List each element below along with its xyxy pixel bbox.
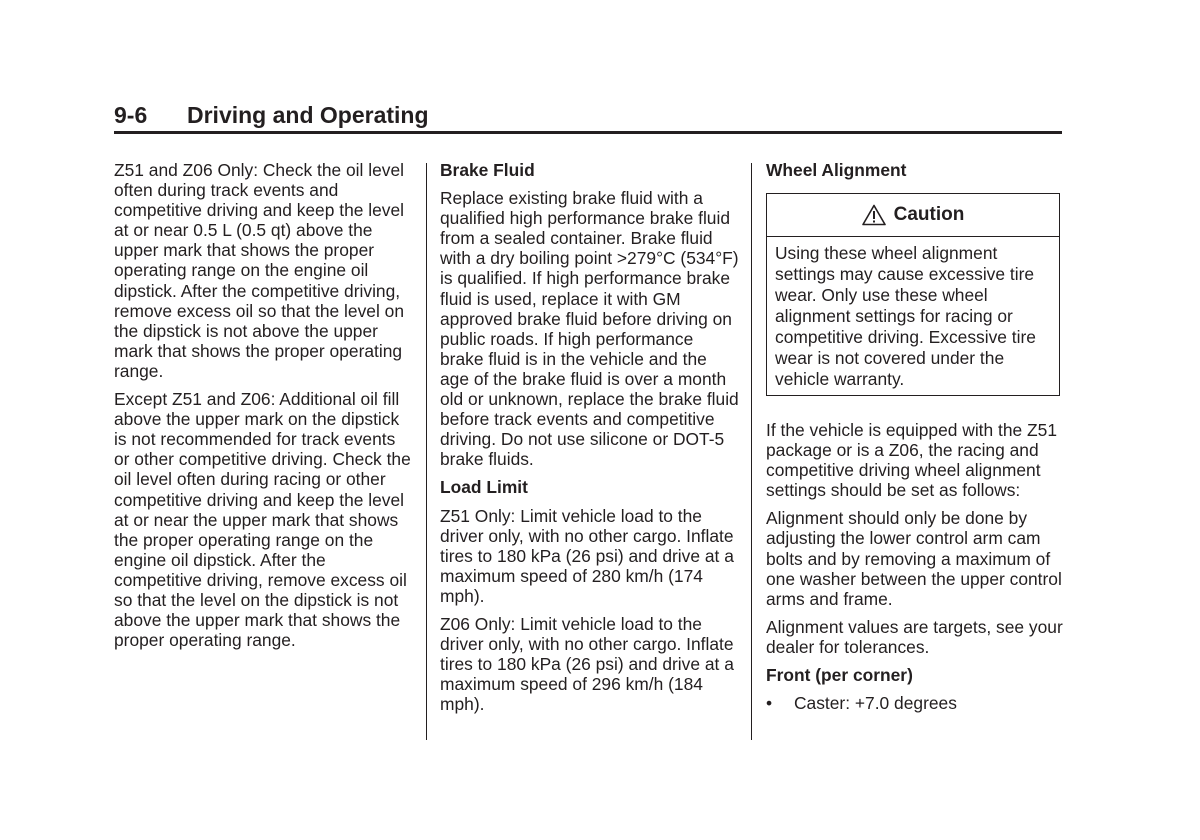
wheel-alignment-heading: Wheel Alignment bbox=[766, 160, 907, 180]
caster-bullet-item bbox=[766, 693, 1066, 713]
column-2 bbox=[440, 160, 740, 722]
alignment-targets-paragraph: Alignment values are targets, see your dealer for tolerances. bbox=[766, 616, 1063, 657]
alignment-method-paragraph: Alignment should only be done by adjusting the lower control arm cam bolts and by removing a maximum of one washer between the upper control arms and frame. bbox=[766, 508, 1062, 609]
caution-header bbox=[767, 194, 1059, 237]
column-divider-2 bbox=[751, 163, 752, 740]
caution-text: Using these wheel alignment settings may cause excessive tire wear. Only use these wheel alignment settings for racing or competitive driving. Excessive tire wear is not covered under the vehicle warranty. bbox=[775, 243, 1036, 389]
column-3-body bbox=[766, 420, 1066, 713]
front-per-corner-heading: Front (per corner) bbox=[766, 665, 913, 686]
column-3 bbox=[766, 160, 1066, 188]
load-limit-z51-paragraph: Z51 Only: Limit vehicle load to the driver only, with no other cargo. Inflate tires to 180 kPa (26 psi) and drive at a maximum speed of 280 km/h (174 mph). bbox=[440, 505, 734, 606]
caution-label: Caution bbox=[893, 204, 965, 225]
caster-value: Caster: +7.0 degrees bbox=[794, 693, 957, 714]
brake-fluid-heading: Brake Fluid bbox=[440, 160, 535, 180]
bullet-icon: • bbox=[766, 693, 773, 714]
oil-level-except-paragraph: Except Z51 and Z06: Additional oil fill above the upper mark on the dipstick is not recommended for track events or other competitive driving. Check the oil level often during racing or other competitive driving and keep the level at or near the upper mark that shows the proper operating range on the engine oil dipstick. After the competitive driving, remove excess oil so that the level on the dipstick is not above the upper mark that shows the proper operating range. bbox=[114, 389, 411, 651]
warning-triangle-icon bbox=[862, 204, 886, 226]
page-number: 9-6 bbox=[114, 102, 148, 128]
load-limit-z06-paragraph: Z06 Only: Limit vehicle load to the driver only, with no other cargo. Inflate tires to 180 kPa (26 psi) and drive at a maximum speed of 296 km/h (184 mph). bbox=[440, 613, 734, 715]
brake-fluid-paragraph: Replace existing brake fluid with a qualified high performance brake fluid from a sealed container. Brake fluid with a dry boiling point >279°C (534°F) is qualified. If high performance brake fluid is used, replace it with GM approved brake fluid before driving on public roads. If high performance brake fluid is in the vehicle and the age of the brake fluid is over a month old or unknown, replace the brake fluid before track events and competitive driving. Do not use silicone or DOT-5 brake fluids. bbox=[440, 188, 739, 470]
column-1 bbox=[114, 160, 414, 658]
column-divider-1 bbox=[426, 163, 427, 740]
alignment-intro-paragraph: If the vehicle is equipped with the Z51 package or is a Z06, the racing and competitive driving wheel alignment settings should be set as follows: bbox=[766, 420, 1057, 501]
load-limit-heading: Load Limit bbox=[440, 477, 528, 498]
caution-box bbox=[766, 193, 1060, 396]
page-header bbox=[114, 100, 1062, 134]
oil-level-z51-z06-paragraph: Z51 and Z06 Only: Check the oil level often during track events and competitive driving and keep the level at or near 0.5 L (0.5 qt) above the upper mark that shows the proper operating range on the engine oil dipstick. After the competitive driving, remove excess oil so that the level on the dipstick is not above the upper mark that shows the proper operating range. bbox=[114, 160, 405, 381]
section-title: Driving and Operating bbox=[187, 102, 429, 128]
